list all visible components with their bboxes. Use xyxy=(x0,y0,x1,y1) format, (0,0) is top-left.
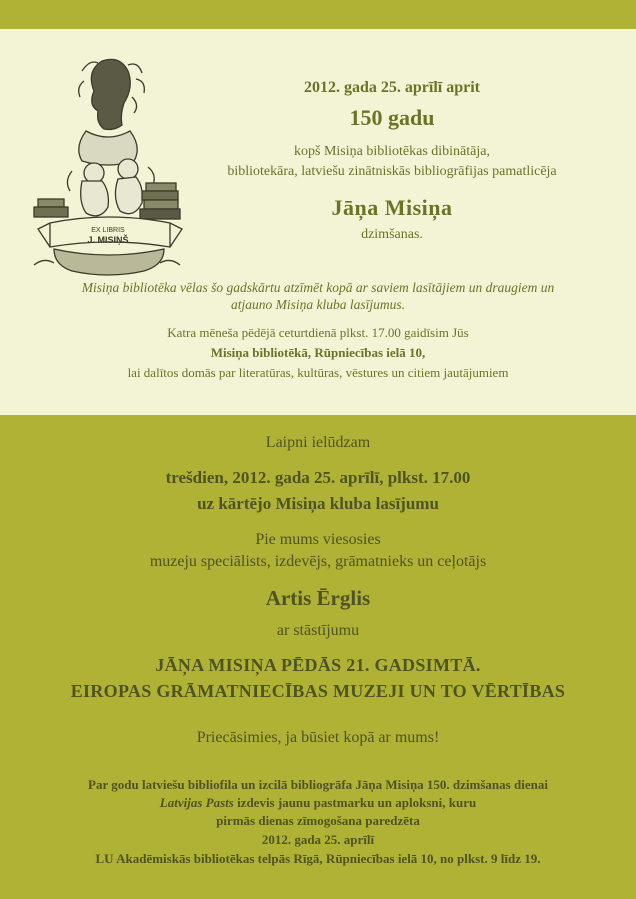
closing-text: Priecāsimies, ja būsiet kopā ar mums! xyxy=(196,729,440,746)
welcome-text: Laipni ielūdzam xyxy=(265,434,371,451)
intro-italic-line-2: atjauno Misiņa kluba lasījumus. xyxy=(230,297,405,312)
intro-italic-line-1: Misiņa bibliotēka vēlas šo gadskārtu atzīmēt kopā ar saviem lasītājiem un draugiem un xyxy=(81,280,555,295)
exlibris-text-1: EX LIBRIS xyxy=(91,227,125,234)
footer-line-5: LU Akadēmiskās bibliotēkas telpās Rīgā, Rūpniecības ielā 10, no plkst. 9 līdz 19. xyxy=(95,851,541,866)
footer-line-3: pirmās dienas zīmogošana paredzēta xyxy=(216,813,420,828)
guests-line-1: Pie mums viesosies xyxy=(255,531,381,548)
monthly-line-3: lai dalītos domās par literatūras, kultūras, vēstures un citiem jautājumiem xyxy=(127,365,509,380)
exlibris-illustration xyxy=(24,51,192,283)
since-line-1: kopš Misiņa bibliotēkas dibinātāja, xyxy=(294,144,490,159)
latvijas-pasts-text: Latvijas Pasts xyxy=(159,795,234,810)
topic-line-1: JĀŅA MISIŅA PĒDĀS 21. GADSIMTĀ. xyxy=(155,655,481,675)
event-datetime: trešdien, 2012. gada 25. aprīlī, plkst. 17.00 xyxy=(165,468,471,487)
top-band xyxy=(0,0,636,29)
birth-word: dzimšanas. xyxy=(361,227,423,242)
footer-line-1: Par godu latviešu bibliofila un izcilā bibliogrāfa Jāņa Misiņa 150. dzimšanas dienai xyxy=(88,777,548,792)
speaker-name: Artis Ērglis xyxy=(265,586,371,610)
guests-line-2: muzeju speciālists, izdevējs, grāmatnieks un ceļotājs xyxy=(149,553,487,570)
announcement-card xyxy=(0,29,636,415)
since-line-2: bibliotekāra, latviešu zinātniskās bibliogrāfijas pamatlicēja xyxy=(227,164,557,179)
monthly-line-1: Katra mēneša pēdējā ceturtdienā plkst. 17.00 gaidīsim Jūs xyxy=(167,325,469,340)
date-line: 2012. gada 25. aprīlī aprit xyxy=(303,79,480,96)
event-description: uz kārtējo Misiņa kluba lasījumu xyxy=(197,494,439,513)
with-story-text: ar stāstījumu xyxy=(276,622,360,639)
footer-line-2 xyxy=(0,795,636,811)
person-name: Jāņa Misiņa xyxy=(331,195,453,220)
years-heading: 150 gadu xyxy=(349,105,435,130)
footer-line-4: 2012. gada 25. aprīlī xyxy=(261,832,375,847)
exlibris-text-2: J. MISIŅŠ xyxy=(87,235,129,245)
footer-line-2-rest: izdevis jaunu pastmarku un aploksni, kuru xyxy=(233,795,477,810)
monthly-line-2: Misiņa bibliotēkā, Rūpniecības ielā 10, xyxy=(210,345,426,360)
topic-line-2: EIROPAS GRĀMATNIECĪBAS MUZEJI UN TO VĒRTĪBAS xyxy=(70,681,566,701)
